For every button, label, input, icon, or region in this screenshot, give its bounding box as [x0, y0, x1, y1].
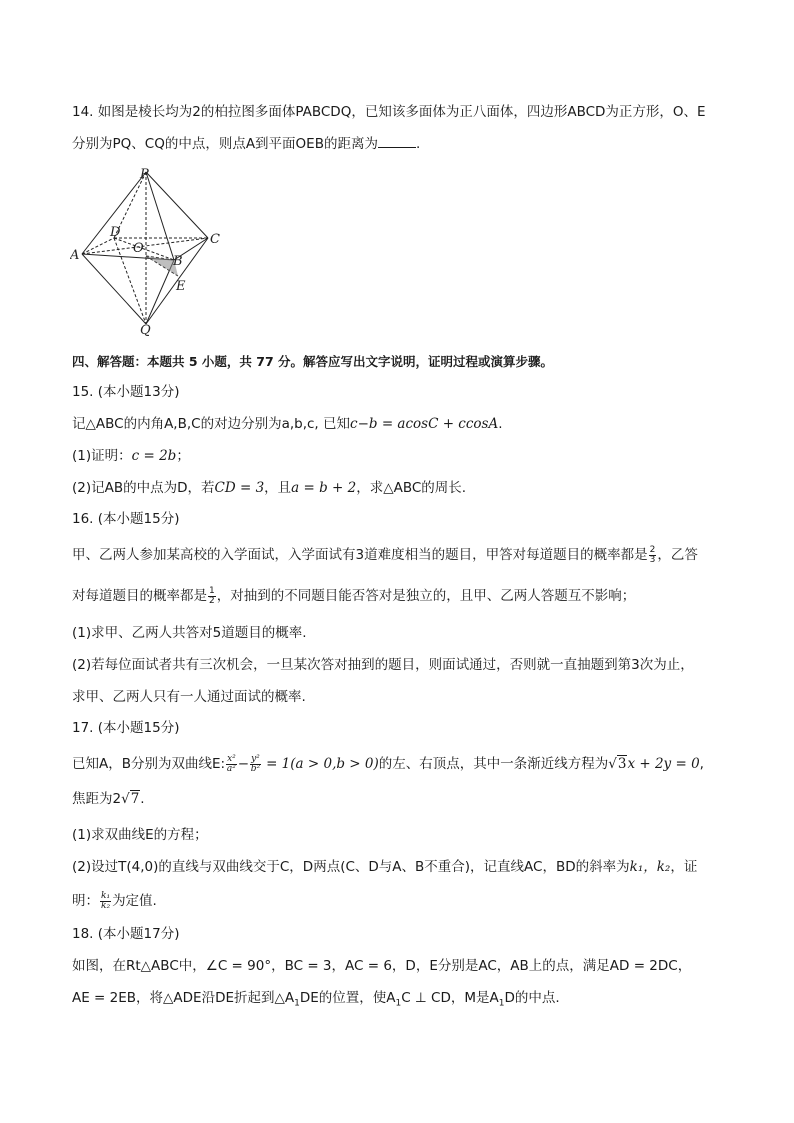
q15-p2-formula1: CD = 3 — [214, 480, 265, 496]
q17-p3-text: 明： — [72, 893, 99, 909]
q18-l2-text3: C ⊥ CD，M是A — [401, 990, 499, 1006]
q16-head: 16. (本小题15分) — [72, 511, 180, 527]
label-O: O — [133, 241, 144, 256]
q18-l2-text: AE = 2EB，将△ADE沿DE折起到△A — [72, 990, 295, 1006]
label-E: E — [176, 279, 186, 294]
q16-l2-text: 对每道题目的概率都是 — [72, 588, 207, 604]
q17-line1 — [72, 754, 704, 774]
sqrt-3: √3 — [608, 756, 627, 772]
q17-p2-text: (2)设过T(4,0)的直线与双曲线交于C，D两点(C、D与A、B不重合)，记直线AC，BD的斜率为 — [72, 859, 630, 875]
section-4-heading: 四、解答题：本题共 5 小题，共 77 分。解答应写出文字说明，证明过程或演算步骤。 — [72, 354, 554, 369]
fraction-y2-b2: $\frac{\text{y²}}{\text{b²}}$ — [250, 753, 261, 774]
octahedron-figure — [70, 166, 230, 336]
q16-line1 — [72, 545, 698, 565]
label-D: D — [110, 225, 121, 240]
q15-p1-end: ； — [176, 448, 190, 464]
q15-p2-end: ，求△ABC的周长. — [356, 480, 467, 496]
q16-l1-end: ，乙答 — [657, 547, 698, 563]
q17-part2-line1 — [72, 857, 697, 877]
sqrt-7: √7 — [121, 791, 140, 807]
q14-line2-end: . — [415, 136, 421, 152]
q18-line1: 如图，在Rt△ABC中，∠C = 90°，BC = 3，AC = 6，D，E分别是AC，AB上的点，满足AD = 2DC， — [72, 958, 692, 974]
q16-l2-end: ，对抽到的不同题目能否答对是独立的，且甲、乙两人答题互不影响； — [216, 588, 636, 604]
q17-p3-end: 为定值. — [112, 893, 157, 909]
q15-p1-formula: c = 2b — [131, 448, 177, 464]
q17-eq: = 1(a > 0,b > 0) — [261, 756, 379, 772]
q15-stem — [72, 414, 503, 434]
q14-line2 — [72, 134, 420, 154]
q15-p2-text2: ，且 — [264, 480, 292, 496]
slopes-k1-k2: k₁，k₂ — [629, 859, 671, 875]
label-C: C — [210, 232, 220, 247]
q14-line2-text: 分别为PQ、CQ的中点，则点A到平面OEB的距离为 — [72, 136, 378, 152]
q17-head: 17. (本小题15分) — [72, 720, 180, 736]
asymptote-eq: x + 2y = 0 — [627, 756, 700, 772]
fraction-2-3: $\frac{2}{3}$ — [649, 544, 656, 565]
edge-PC — [146, 172, 208, 238]
q18-l2-end: D的中点. — [504, 990, 560, 1006]
q15-stem-text: 记△ABC的内角A,B,C的对边分别为a,b,c, 已知 — [72, 416, 351, 432]
q18-head: 18. (本小题17分) — [72, 926, 180, 942]
label-A: A — [70, 248, 80, 263]
q16-part1: (1)求甲、乙两人共答对5道题目的概率. — [72, 625, 307, 641]
label-B: B — [173, 254, 183, 269]
q18-l2-text2: DE的位置，使A — [299, 990, 396, 1006]
q16-part2-line2: 求甲、乙两人只有一人通过面试的概率. — [72, 689, 306, 705]
q17-p2-end: ，证 — [670, 859, 698, 875]
subscript-1: 1 — [294, 998, 300, 1009]
subscript-1: 1 — [395, 998, 402, 1009]
q17-l2-end: . — [140, 791, 145, 807]
q17-l1-text2: 的左、右顶点，其中一条渐近线方程为 — [378, 756, 609, 772]
edge-AQ — [82, 254, 146, 324]
edge-PB — [146, 172, 174, 260]
q15-formula: c−b = acosC + ccosA — [350, 416, 499, 432]
fraction-x2-a2: $\frac{\text{x²}}{\text{a²}}$ — [226, 753, 236, 774]
q17-part1: (1)求双曲线E的方程； — [72, 827, 208, 843]
q15-head: 15. (本小题13分) — [72, 384, 180, 400]
q18-line2 — [72, 988, 560, 1014]
q17-l2-text: 焦距为2 — [72, 791, 122, 807]
fraction-k1-k2: $\frac{\text{k₁}}{\text{k₂}}$ — [101, 890, 111, 911]
fraction-1-2: $\frac{1}{2}$ — [209, 585, 215, 606]
q15-part2 — [72, 478, 466, 498]
q16-part2-line1: (2)若每位面试者共有三次机会，一旦某次答对抽到的题目，则面试通过，否则就一直抽题到第3次为止， — [72, 657, 694, 673]
q15-p2-formula2: a = b + 2 — [291, 480, 357, 496]
q15-p1-text: (1)证明： — [72, 448, 132, 464]
q15-p2-text: (2)记AB的中点为D，若 — [72, 480, 215, 496]
answer-blank — [378, 135, 416, 148]
label-P: P — [140, 167, 149, 182]
q17-part2-line2 — [72, 891, 157, 911]
q17-line2 — [72, 789, 145, 809]
q16-l1-text: 甲、乙两人参加某高校的入学面试，入学面试有3道难度相当的题目，甲答对每道题目的概率都是 — [72, 547, 648, 563]
q17-l1-text: 已知A，B分别为双曲线E: — [72, 756, 226, 772]
q17-l1-end: , — [699, 756, 704, 772]
q15-part1 — [72, 446, 190, 466]
label-Q: Q — [140, 323, 151, 336]
subscript-1: 1 — [498, 998, 505, 1009]
minus-sign: − — [237, 756, 250, 772]
q16-line2 — [72, 586, 635, 606]
q15-stem-end: . — [498, 416, 503, 432]
q14-line1: 14. 如图是棱长均为2的柏拉图多面体PABCDQ，已知该多面体为正八面体，四边形ABCD为正方形，O、E — [72, 104, 706, 120]
diag-AC — [82, 238, 208, 254]
